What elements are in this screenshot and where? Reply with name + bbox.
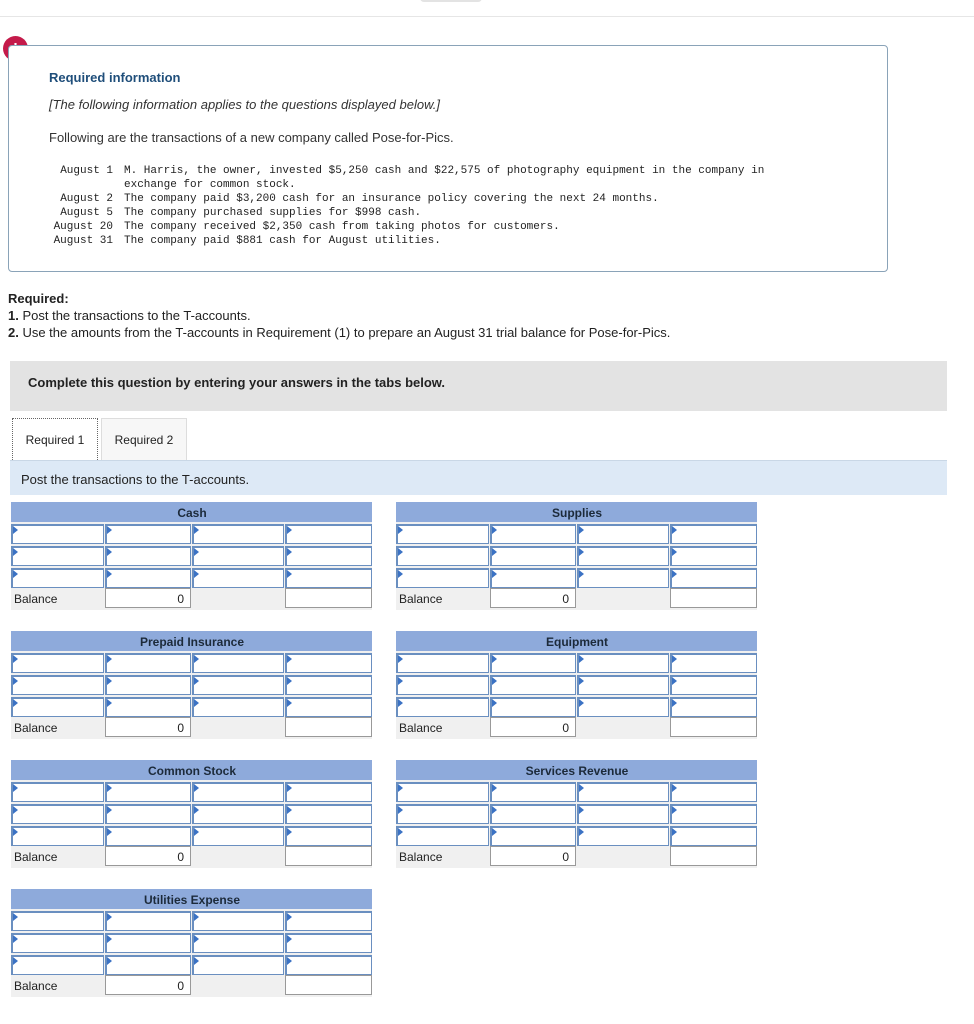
debit-amount-input[interactable] xyxy=(105,546,191,566)
t-account-title: Utilities Expense xyxy=(143,893,241,907)
t-account-title: Cash xyxy=(177,506,207,520)
t-account-utilities-expense xyxy=(11,889,372,997)
balance-label: Balance xyxy=(14,850,58,864)
debit-date-input[interactable] xyxy=(396,697,489,717)
requirement-number: 2. xyxy=(8,325,19,340)
debit-amount-input[interactable] xyxy=(490,697,576,717)
credit-balance-value xyxy=(285,846,372,866)
credit-balance-value xyxy=(670,717,757,737)
transaction-text: The company paid $881 cash for August utilities. xyxy=(124,235,441,247)
debit-amount-input[interactable] xyxy=(490,524,576,544)
debit-amount-input[interactable] xyxy=(105,826,191,846)
t-account-prepaid-insurance xyxy=(11,631,372,739)
debit-balance-value: 0 xyxy=(105,717,191,737)
t-account-title: Services Revenue xyxy=(525,764,629,778)
debit-amount-input[interactable] xyxy=(105,933,191,953)
t-account-header xyxy=(11,502,372,522)
debit-balance-value: 0 xyxy=(490,846,576,866)
t-account-cash xyxy=(11,502,372,610)
credit-amount-input[interactable] xyxy=(285,524,372,544)
credit-amount-input[interactable] xyxy=(285,955,372,975)
credit-amount-input[interactable] xyxy=(285,697,372,717)
credit-date-input[interactable] xyxy=(192,933,284,953)
credit-balance-value xyxy=(670,588,757,608)
credit-balance-value xyxy=(285,588,372,608)
credit-amount-input[interactable] xyxy=(285,546,372,566)
t-account-title: Prepaid Insurance xyxy=(139,635,245,649)
debit-amount-input[interactable] xyxy=(105,568,191,588)
t-account-common-stock xyxy=(11,760,372,868)
debit-amount-input[interactable] xyxy=(105,911,191,931)
t-account-title: Equipment xyxy=(546,635,608,649)
debit-date-input[interactable] xyxy=(11,546,104,566)
t-account-header xyxy=(396,502,757,522)
credit-amount-input[interactable] xyxy=(285,911,372,931)
debit-amount-input[interactable] xyxy=(490,675,576,695)
credit-date-input[interactable] xyxy=(577,675,669,695)
credit-date-input[interactable] xyxy=(192,675,284,695)
debit-amount-input[interactable] xyxy=(105,524,191,544)
debit-date-input[interactable] xyxy=(11,933,104,953)
info-title: Required information xyxy=(49,70,181,85)
debit-date-input[interactable] xyxy=(396,804,489,824)
credit-date-input[interactable] xyxy=(192,568,284,588)
credit-amount-input[interactable] xyxy=(670,826,757,846)
debit-amount-input[interactable] xyxy=(105,782,191,802)
credit-amount-input[interactable] xyxy=(285,826,372,846)
transaction-date: August 20 xyxy=(53,221,113,233)
debit-balance-value: 0 xyxy=(490,717,576,737)
debit-amount-input[interactable] xyxy=(490,804,576,824)
instruction-text: Complete this question by entering your answers in the tabs below. xyxy=(28,375,446,390)
t-account-header xyxy=(396,760,757,780)
required-heading: Required: xyxy=(8,291,69,306)
debit-date-input[interactable] xyxy=(396,826,489,846)
t-account-equipment xyxy=(396,631,757,739)
credit-date-input[interactable] xyxy=(192,911,284,931)
debit-date-input[interactable] xyxy=(11,697,104,717)
credit-date-input[interactable] xyxy=(192,653,284,673)
t-account-header xyxy=(396,631,757,651)
instruction-bar xyxy=(10,361,947,411)
requirement-1 xyxy=(8,308,251,323)
tab-required-1[interactable]: Required 1 xyxy=(12,418,98,460)
credit-date-input[interactable] xyxy=(577,782,669,802)
credit-date-input[interactable] xyxy=(577,697,669,717)
debit-amount-input[interactable] xyxy=(490,653,576,673)
top-scroll-indicator xyxy=(420,0,482,2)
debit-amount-input[interactable] xyxy=(105,804,191,824)
transaction-date: August 5 xyxy=(60,207,113,219)
t-account-services-revenue xyxy=(396,760,757,868)
credit-date-input[interactable] xyxy=(192,826,284,846)
t-account-header xyxy=(11,631,372,651)
debit-date-input[interactable] xyxy=(396,568,489,588)
transaction-date: August 1 xyxy=(60,165,113,177)
credit-amount-input[interactable] xyxy=(670,653,757,673)
info-intro: Following are the transactions of a new company called Pose-for-Pics. xyxy=(49,130,454,145)
t-account-title: Common Stock xyxy=(147,764,236,778)
debit-date-input[interactable] xyxy=(11,804,104,824)
balance-label: Balance xyxy=(14,979,58,993)
debit-amount-input[interactable] xyxy=(105,955,191,975)
tab-required-2[interactable]: Required 2 xyxy=(101,418,187,460)
transaction-text-continued: exchange for common stock. xyxy=(124,179,296,191)
debit-balance-value: 0 xyxy=(105,588,191,608)
credit-amount-input[interactable] xyxy=(670,782,757,802)
credit-date-input[interactable] xyxy=(577,826,669,846)
debit-date-input[interactable] xyxy=(11,653,104,673)
top-divider xyxy=(0,16,974,17)
requirement-2 xyxy=(8,325,670,340)
debit-balance-value: 0 xyxy=(105,846,191,866)
debit-date-input[interactable] xyxy=(11,524,104,544)
debit-balance-value: 0 xyxy=(490,588,576,608)
credit-amount-input[interactable] xyxy=(670,546,757,566)
debit-date-input[interactable] xyxy=(11,911,104,931)
info-subtitle: [The following information applies to the questions displayed below.] xyxy=(49,97,440,112)
debit-date-input[interactable] xyxy=(396,675,489,695)
debit-date-input[interactable] xyxy=(11,675,104,695)
credit-date-input[interactable] xyxy=(192,804,284,824)
t-account-header xyxy=(11,889,372,909)
tab-instruction-bar xyxy=(10,461,947,495)
requirement-text: Use the amounts from the T-accounts in Requirement (1) to prepare an August 31 trial balance for Pose-for-Pics. xyxy=(18,325,671,340)
credit-amount-input[interactable] xyxy=(670,675,757,695)
debit-amount-input[interactable] xyxy=(490,782,576,802)
debit-amount-input[interactable] xyxy=(490,826,576,846)
transaction-text: The company received $2,350 cash from taking photos for customers. xyxy=(124,221,560,233)
transaction-text: The company purchased supplies for $998 cash. xyxy=(124,207,422,219)
required-information-panel xyxy=(8,45,888,272)
transaction-date: August 31 xyxy=(53,235,113,247)
transaction-text: M. Harris, the owner, invested $5,250 cash and $22,575 of photography equipment in the company in xyxy=(124,165,765,177)
balance-label: Balance xyxy=(399,592,443,606)
t-account-header xyxy=(11,760,372,780)
credit-date-input[interactable] xyxy=(192,546,284,566)
credit-date-input[interactable] xyxy=(577,568,669,588)
credit-date-input[interactable] xyxy=(192,524,284,544)
credit-amount-input[interactable] xyxy=(285,933,372,953)
credit-balance-value xyxy=(285,975,372,995)
credit-amount-input[interactable] xyxy=(285,653,372,673)
balance-label: Balance xyxy=(14,592,58,606)
requirement-number: 1. xyxy=(8,308,19,323)
debit-amount-input[interactable] xyxy=(105,697,191,717)
credit-date-input[interactable] xyxy=(577,653,669,673)
debit-date-input[interactable] xyxy=(396,782,489,802)
t-account-supplies xyxy=(396,502,757,610)
tab-instruction-text: Post the transactions to the T-accounts. xyxy=(21,472,250,487)
balance-label: Balance xyxy=(399,850,443,864)
credit-date-input[interactable] xyxy=(577,804,669,824)
credit-amount-input[interactable] xyxy=(670,524,757,544)
debit-date-input[interactable] xyxy=(11,955,104,975)
debit-amount-input[interactable] xyxy=(490,568,576,588)
t-account-title: Supplies xyxy=(551,506,602,520)
credit-date-input[interactable] xyxy=(192,697,284,717)
credit-amount-input[interactable] xyxy=(670,697,757,717)
transaction-text: The company paid $3,200 cash for an insurance policy covering the next 24 months. xyxy=(124,193,659,205)
balance-label: Balance xyxy=(399,721,443,735)
debit-date-input[interactable] xyxy=(396,653,489,673)
credit-date-input[interactable] xyxy=(192,955,284,975)
credit-amount-input[interactable] xyxy=(670,568,757,588)
transaction-date: August 2 xyxy=(60,193,113,205)
debit-date-input[interactable] xyxy=(396,546,489,566)
debit-balance-value: 0 xyxy=(105,975,191,995)
credit-amount-input[interactable] xyxy=(285,568,372,588)
credit-amount-input[interactable] xyxy=(670,804,757,824)
balance-label: Balance xyxy=(14,721,58,735)
debit-date-input[interactable] xyxy=(11,826,104,846)
credit-amount-input[interactable] xyxy=(285,804,372,824)
debit-amount-input[interactable] xyxy=(490,546,576,566)
credit-balance-value xyxy=(285,717,372,737)
requirement-text: Post the transactions to the T-accounts. xyxy=(18,308,251,323)
credit-balance-value xyxy=(670,846,757,866)
debit-amount-input[interactable] xyxy=(105,653,191,673)
credit-date-input[interactable] xyxy=(577,524,669,544)
credit-amount-input[interactable] xyxy=(285,675,372,695)
debit-date-input[interactable] xyxy=(396,524,489,544)
credit-date-input[interactable] xyxy=(192,782,284,802)
debit-date-input[interactable] xyxy=(11,568,104,588)
debit-date-input[interactable] xyxy=(11,782,104,802)
credit-date-input[interactable] xyxy=(577,546,669,566)
debit-amount-input[interactable] xyxy=(105,675,191,695)
credit-amount-input[interactable] xyxy=(285,782,372,802)
